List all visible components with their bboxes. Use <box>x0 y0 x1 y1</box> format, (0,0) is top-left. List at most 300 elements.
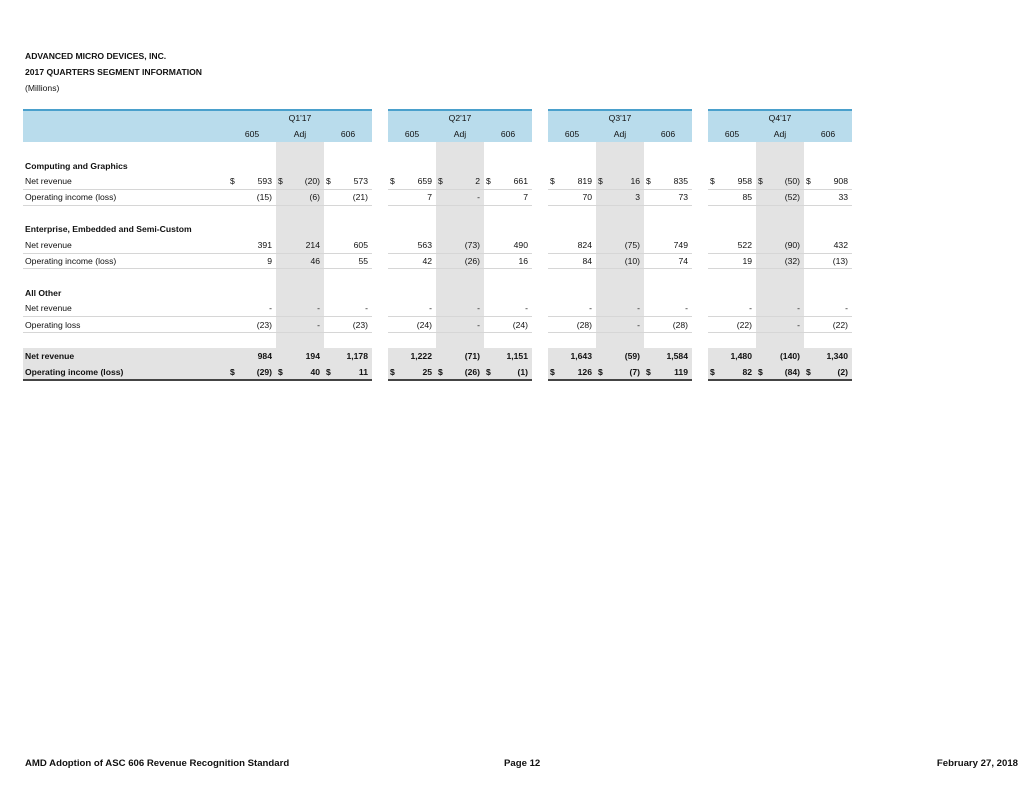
section-title: All Other <box>25 287 62 298</box>
dollar-sign: $ <box>708 364 720 380</box>
dollar-sign <box>388 317 400 333</box>
value-cell: (6) <box>288 189 324 205</box>
quarter-spacer <box>532 158 548 174</box>
dollar-sign <box>708 205 720 221</box>
dollar-sign: $ <box>484 174 496 190</box>
value-cell <box>496 332 532 348</box>
dollar-sign <box>324 301 336 317</box>
dollar-sign <box>708 237 720 253</box>
value-cell <box>240 269 276 285</box>
value-cell <box>720 158 756 174</box>
value-cell: 1,151 <box>496 348 532 364</box>
value-cell: 593 <box>240 174 276 190</box>
value-cell: 82 <box>720 364 756 380</box>
section-header-row <box>23 221 852 237</box>
row-label: Net revenue <box>23 301 228 317</box>
value-cell: 984 <box>240 348 276 364</box>
dollar-sign: $ <box>804 364 816 380</box>
dollar-sign <box>756 317 768 333</box>
value-cell: 1,340 <box>816 348 852 364</box>
value-cell <box>560 142 596 158</box>
row-label: Net revenue <box>23 348 228 364</box>
value-cell: 749 <box>656 237 692 253</box>
spacer-row <box>23 332 852 348</box>
value-cell <box>768 142 804 158</box>
dollar-sign <box>276 158 288 174</box>
quarter-spacer <box>532 205 548 221</box>
dollar-sign <box>644 253 656 269</box>
value-cell <box>768 332 804 348</box>
dollar-sign <box>436 317 448 333</box>
dollar-sign <box>708 348 720 364</box>
dollar-sign: $ <box>228 364 240 380</box>
dollar-sign <box>596 205 608 221</box>
dollar-sign: $ <box>388 364 400 380</box>
dollar-sign <box>388 285 400 301</box>
quarter-spacer <box>532 142 548 158</box>
value-cell: 391 <box>240 237 276 253</box>
dollar-sign <box>756 142 768 158</box>
spacer-row <box>23 142 852 158</box>
quarter-spacer <box>692 301 708 317</box>
value-cell: - <box>816 301 852 317</box>
value-cell <box>288 158 324 174</box>
value-cell: 1,178 <box>336 348 372 364</box>
value-cell: (52) <box>768 189 804 205</box>
dollar-sign <box>644 189 656 205</box>
dollar-sign <box>436 221 448 237</box>
column-header-row <box>23 126 852 142</box>
quarter-spacer <box>372 317 388 333</box>
dollar-sign <box>644 158 656 174</box>
dollar-sign <box>548 205 560 221</box>
quarter-spacer <box>692 332 708 348</box>
dollar-sign <box>388 221 400 237</box>
value-cell: 194 <box>288 348 324 364</box>
value-cell: - <box>608 301 644 317</box>
value-cell <box>768 221 804 237</box>
dollar-sign: $ <box>548 174 560 190</box>
column-header: Adj <box>436 126 484 142</box>
dollar-sign <box>644 269 656 285</box>
value-cell <box>496 221 532 237</box>
dollar-sign <box>388 158 400 174</box>
dollar-sign <box>388 348 400 364</box>
dollar-sign: $ <box>388 174 400 190</box>
value-cell <box>816 221 852 237</box>
value-cell: 16 <box>608 174 644 190</box>
value-cell <box>336 285 372 301</box>
value-cell <box>656 158 692 174</box>
value-cell: 25 <box>400 364 436 380</box>
value-cell <box>608 269 644 285</box>
value-cell: - <box>288 301 324 317</box>
dollar-sign: $ <box>756 174 768 190</box>
dollar-sign <box>436 269 448 285</box>
row-label: Net revenue <box>23 237 228 253</box>
value-cell: 9 <box>240 253 276 269</box>
value-cell: 7 <box>400 189 436 205</box>
value-cell: 1,480 <box>720 348 756 364</box>
dollar-sign <box>548 332 560 348</box>
dollar-sign <box>708 142 720 158</box>
quarter-spacer <box>532 332 548 348</box>
value-cell: 214 <box>288 237 324 253</box>
dollar-sign <box>708 189 720 205</box>
value-cell <box>768 158 804 174</box>
dollar-sign <box>804 348 816 364</box>
quarter-label: Q4'17 <box>708 110 852 126</box>
dollar-sign <box>756 269 768 285</box>
dollar-sign <box>548 189 560 205</box>
dollar-sign <box>804 237 816 253</box>
dollar-sign <box>804 269 816 285</box>
value-cell: 40 <box>288 364 324 380</box>
value-cell <box>288 142 324 158</box>
quarter-spacer <box>532 253 548 269</box>
dollar-sign <box>228 285 240 301</box>
value-cell <box>816 205 852 221</box>
dollar-sign <box>548 285 560 301</box>
value-cell <box>448 332 484 348</box>
dollar-sign <box>596 348 608 364</box>
column-header: 606 <box>804 126 852 142</box>
value-cell: 74 <box>656 253 692 269</box>
value-cell <box>816 158 852 174</box>
dollar-sign <box>388 301 400 317</box>
dollar-sign <box>596 221 608 237</box>
quarter-spacer <box>532 237 548 253</box>
dollar-sign <box>548 348 560 364</box>
value-cell: 432 <box>816 237 852 253</box>
dollar-sign <box>804 253 816 269</box>
value-cell: 563 <box>400 237 436 253</box>
dollar-sign <box>436 189 448 205</box>
value-cell: 55 <box>336 253 372 269</box>
value-cell <box>560 158 596 174</box>
value-cell: - <box>240 301 276 317</box>
dollar-sign <box>484 158 496 174</box>
value-cell: (7) <box>608 364 644 380</box>
value-cell <box>240 285 276 301</box>
column-header: 605 <box>388 126 436 142</box>
value-cell <box>656 142 692 158</box>
value-cell <box>560 332 596 348</box>
dollar-sign <box>708 253 720 269</box>
value-cell <box>336 221 372 237</box>
value-cell <box>720 285 756 301</box>
quarter-spacer <box>692 189 708 205</box>
value-cell: 84 <box>560 253 596 269</box>
value-cell: - <box>608 317 644 333</box>
dollar-sign <box>388 205 400 221</box>
dollar-sign <box>484 221 496 237</box>
units-label: (Millions) <box>25 83 60 93</box>
column-header: 606 <box>644 126 692 142</box>
value-cell <box>336 205 372 221</box>
value-cell <box>560 221 596 237</box>
dollar-sign <box>548 237 560 253</box>
dollar-sign <box>548 317 560 333</box>
dollar-sign <box>756 348 768 364</box>
quarter-spacer <box>692 158 708 174</box>
row-label <box>23 142 228 158</box>
dollar-sign <box>804 142 816 158</box>
value-cell: (73) <box>448 237 484 253</box>
value-cell <box>240 205 276 221</box>
dollar-sign <box>804 221 816 237</box>
dollar-sign <box>228 189 240 205</box>
dollar-sign: $ <box>596 174 608 190</box>
dollar-sign <box>708 285 720 301</box>
dollar-sign <box>484 237 496 253</box>
quarter-spacer <box>692 285 708 301</box>
dollar-sign <box>756 285 768 301</box>
dollar-sign <box>756 332 768 348</box>
value-cell: (10) <box>608 253 644 269</box>
dollar-sign <box>228 205 240 221</box>
value-cell <box>608 205 644 221</box>
dollar-sign <box>804 205 816 221</box>
quarter-spacer <box>372 221 388 237</box>
data-row <box>23 364 852 380</box>
dollar-sign: $ <box>804 174 816 190</box>
dollar-sign <box>548 221 560 237</box>
quarter-spacer <box>372 285 388 301</box>
dollar-sign <box>276 237 288 253</box>
value-cell <box>496 269 532 285</box>
value-cell: 661 <box>496 174 532 190</box>
dollar-sign: $ <box>484 364 496 380</box>
dollar-sign <box>756 301 768 317</box>
dollar-sign <box>708 269 720 285</box>
dollar-sign <box>484 317 496 333</box>
value-cell: - <box>448 301 484 317</box>
dollar-sign <box>596 301 608 317</box>
value-cell <box>608 285 644 301</box>
value-cell: (20) <box>288 174 324 190</box>
dollar-sign <box>596 269 608 285</box>
value-cell <box>496 205 532 221</box>
dollar-sign <box>756 237 768 253</box>
value-cell <box>816 269 852 285</box>
dollar-sign <box>436 253 448 269</box>
quarter-label: Q1'17 <box>228 110 372 126</box>
value-cell: 573 <box>336 174 372 190</box>
dollar-sign <box>436 142 448 158</box>
dollar-sign <box>228 269 240 285</box>
section-title: Enterprise, Embedded and Semi-Custom <box>25 224 192 235</box>
quarter-spacer <box>532 317 548 333</box>
dollar-sign <box>708 332 720 348</box>
row-label: Operating loss <box>23 317 228 333</box>
value-cell: 1,584 <box>656 348 692 364</box>
quarter-spacer <box>692 364 708 380</box>
value-cell: - <box>336 301 372 317</box>
quarter-spacer <box>372 332 388 348</box>
report-subtitle: 2017 QUARTERS SEGMENT INFORMATION <box>25 67 202 77</box>
value-cell: 659 <box>400 174 436 190</box>
dollar-sign <box>484 348 496 364</box>
column-header: 605 <box>548 126 596 142</box>
value-cell: (59) <box>608 348 644 364</box>
dollar-sign <box>484 332 496 348</box>
data-row <box>23 237 852 253</box>
quarter-spacer <box>692 205 708 221</box>
column-header: 605 <box>708 126 756 142</box>
data-row <box>23 348 852 364</box>
dollar-sign <box>276 317 288 333</box>
value-cell: (84) <box>768 364 804 380</box>
value-cell: (22) <box>720 317 756 333</box>
value-cell <box>656 285 692 301</box>
value-cell <box>336 142 372 158</box>
dollar-sign <box>644 205 656 221</box>
quarter-spacer <box>372 269 388 285</box>
value-cell: (2) <box>816 364 852 380</box>
value-cell <box>336 269 372 285</box>
value-cell: 33 <box>816 189 852 205</box>
dollar-sign <box>644 348 656 364</box>
quarter-spacer <box>692 348 708 364</box>
dollar-sign <box>228 348 240 364</box>
value-cell <box>400 332 436 348</box>
dollar-sign <box>596 142 608 158</box>
value-cell <box>496 285 532 301</box>
dollar-sign <box>644 317 656 333</box>
row-label: Operating income (loss) <box>23 189 228 205</box>
value-cell: 42 <box>400 253 436 269</box>
value-cell: 3 <box>608 189 644 205</box>
data-row <box>23 174 852 190</box>
value-cell: 835 <box>656 174 692 190</box>
dollar-sign <box>804 285 816 301</box>
quarter-spacer <box>372 364 388 380</box>
dollar-sign: $ <box>436 364 448 380</box>
value-cell: - <box>656 301 692 317</box>
footer-date: February 27, 2018 <box>936 758 1018 769</box>
value-cell: - <box>448 189 484 205</box>
column-header: Adj <box>756 126 804 142</box>
quarter-spacer <box>532 285 548 301</box>
dollar-sign <box>804 301 816 317</box>
value-cell <box>608 158 644 174</box>
dollar-sign <box>804 158 816 174</box>
dollar-sign <box>388 269 400 285</box>
dollar-sign <box>276 285 288 301</box>
value-cell: 19 <box>720 253 756 269</box>
dollar-sign <box>228 221 240 237</box>
dollar-sign <box>708 221 720 237</box>
header-label-cell <box>23 110 228 126</box>
value-cell: (29) <box>240 364 276 380</box>
quarter-spacer <box>372 174 388 190</box>
data-row <box>23 317 852 333</box>
value-cell <box>336 332 372 348</box>
dollar-sign <box>436 237 448 253</box>
data-row <box>23 301 852 317</box>
value-cell: - <box>448 317 484 333</box>
dollar-sign <box>228 301 240 317</box>
dollar-sign <box>436 205 448 221</box>
dollar-sign <box>644 285 656 301</box>
value-cell <box>448 285 484 301</box>
dollar-sign <box>644 301 656 317</box>
quarter-spacer <box>692 110 708 126</box>
value-cell: 70 <box>560 189 596 205</box>
value-cell <box>816 142 852 158</box>
value-cell <box>720 142 756 158</box>
dollar-sign <box>804 189 816 205</box>
dollar-sign <box>436 348 448 364</box>
dollar-sign <box>276 142 288 158</box>
dollar-sign <box>756 205 768 221</box>
dollar-sign: $ <box>324 174 336 190</box>
value-cell: 605 <box>336 237 372 253</box>
value-cell: (26) <box>448 364 484 380</box>
value-cell: 819 <box>560 174 596 190</box>
dollar-sign <box>596 317 608 333</box>
value-cell <box>816 332 852 348</box>
dollar-sign <box>276 332 288 348</box>
dollar-sign <box>276 189 288 205</box>
row-label <box>23 269 228 285</box>
dollar-sign: $ <box>708 174 720 190</box>
value-cell: 119 <box>656 364 692 380</box>
page-number: Page 12 <box>504 758 541 769</box>
value-cell <box>448 158 484 174</box>
value-cell: 490 <box>496 237 532 253</box>
column-header: Adj <box>276 126 324 142</box>
value-cell <box>288 269 324 285</box>
value-cell: 908 <box>816 174 852 190</box>
value-cell <box>400 285 436 301</box>
value-cell <box>720 205 756 221</box>
value-cell: 1,643 <box>560 348 596 364</box>
header-label-cell <box>23 126 228 142</box>
dollar-sign: $ <box>596 364 608 380</box>
value-cell: 85 <box>720 189 756 205</box>
dollar-sign <box>484 253 496 269</box>
section-header-row <box>23 285 852 301</box>
dollar-sign <box>548 301 560 317</box>
value-cell: (75) <box>608 237 644 253</box>
row-label: Operating income (loss) <box>23 253 228 269</box>
value-cell: - <box>560 301 596 317</box>
dollar-sign <box>548 269 560 285</box>
value-cell <box>240 158 276 174</box>
quarter-spacer <box>532 221 548 237</box>
dollar-sign <box>388 189 400 205</box>
value-cell: (24) <box>400 317 436 333</box>
quarter-spacer <box>692 142 708 158</box>
value-cell: 958 <box>720 174 756 190</box>
dollar-sign <box>276 253 288 269</box>
quarter-header-row <box>23 110 852 126</box>
value-cell: (23) <box>240 317 276 333</box>
quarter-label: Q2'17 <box>388 110 532 126</box>
dollar-sign <box>324 158 336 174</box>
value-cell <box>400 205 436 221</box>
value-cell: (28) <box>656 317 692 333</box>
value-cell: 16 <box>496 253 532 269</box>
quarter-spacer <box>692 237 708 253</box>
data-row <box>23 189 852 205</box>
value-cell <box>608 332 644 348</box>
dollar-sign <box>708 158 720 174</box>
dollar-sign: $ <box>436 174 448 190</box>
dollar-sign: $ <box>644 174 656 190</box>
